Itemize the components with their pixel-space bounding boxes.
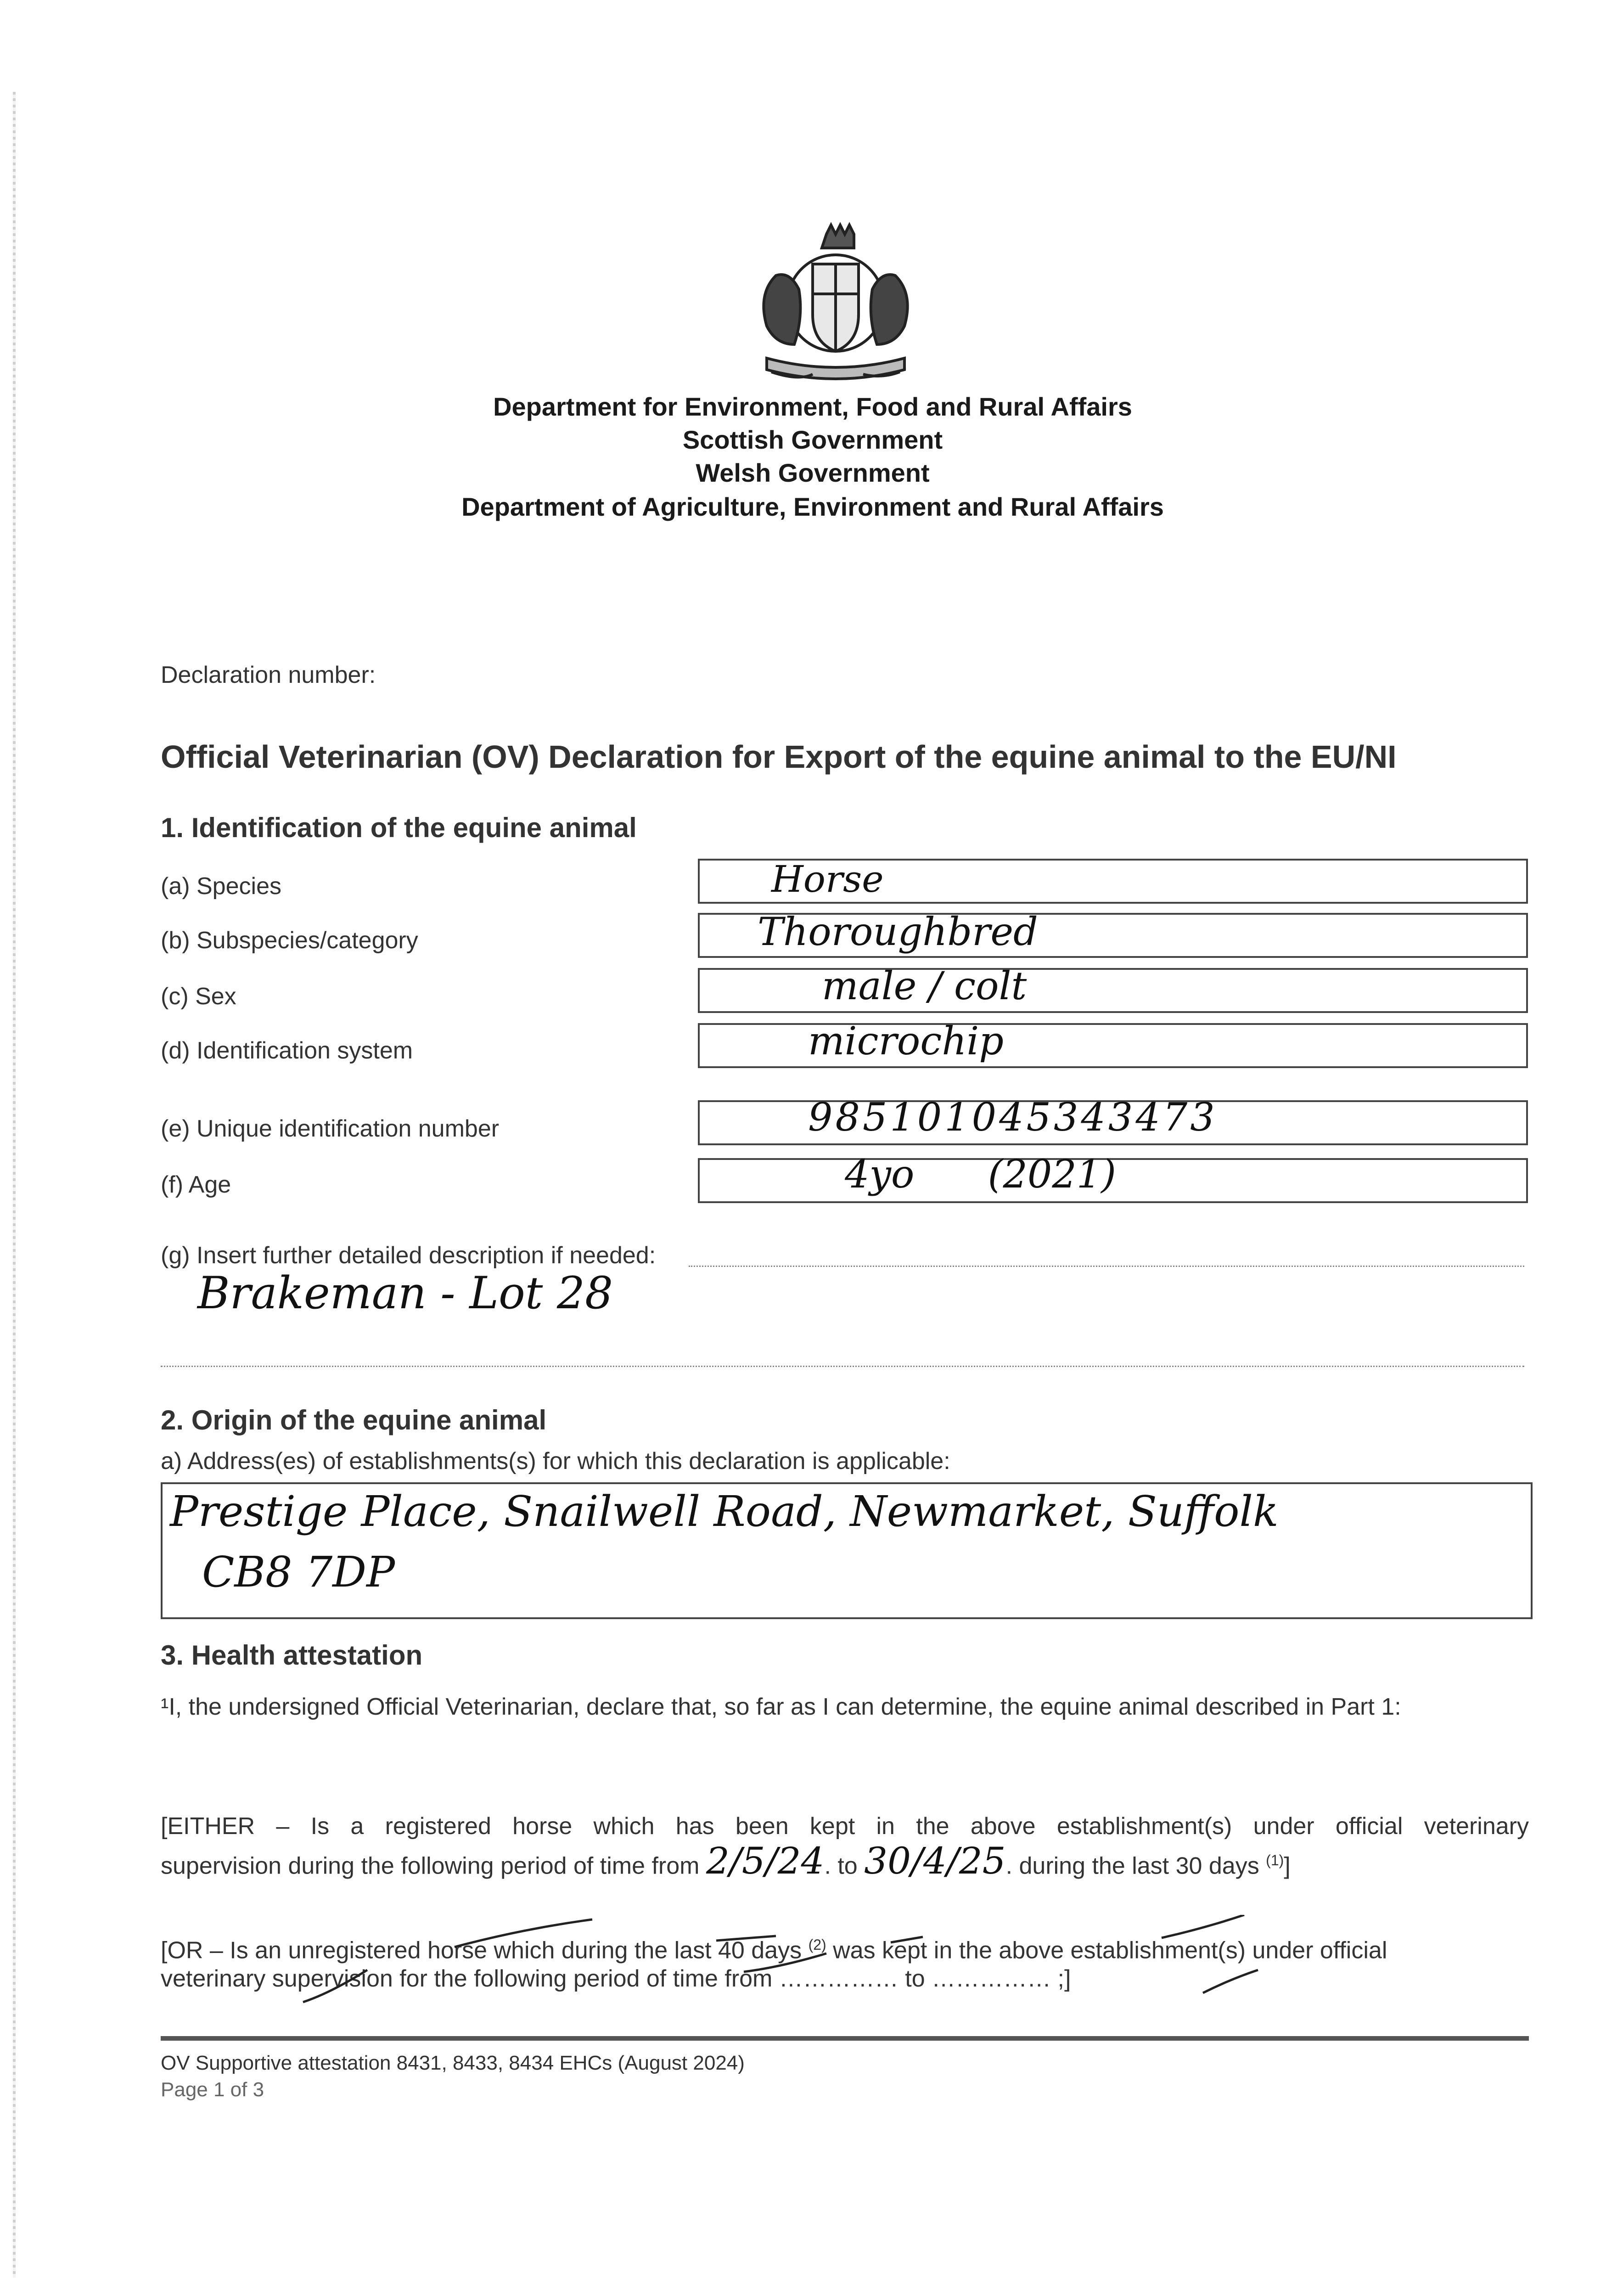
field-label-age: (f) Age bbox=[161, 1171, 231, 1198]
scan-edge bbox=[13, 92, 16, 2278]
or-line2: veterinary supervision for the following period of time from …………… to …………… ;] bbox=[161, 1965, 1071, 1992]
further-description-label: (g) Insert further detailed description if needed: bbox=[161, 1242, 656, 1269]
either-to-word: to bbox=[837, 1852, 858, 1880]
declaration-number-label: Declaration number: bbox=[161, 662, 376, 688]
footer-attestation: OV Supportive attestation 8431, 8433, 8434 EHCs (August 2024) bbox=[161, 2052, 745, 2074]
identification-system-value: microchip bbox=[808, 1019, 1004, 1064]
dept-daera: Department of Agriculture, Environment and Rural Affairs bbox=[461, 492, 1164, 521]
either-to-date: 30/4/25 bbox=[864, 1840, 1006, 1883]
either-footnote: (1) bbox=[1266, 1852, 1284, 1868]
or-text-b: was kept in the above establishment(s) under official bbox=[833, 1937, 1387, 1964]
section2-heading: 2. Origin of the equine animal bbox=[161, 1405, 547, 1435]
attestation-intro: ¹I, the undersigned Official Veterinarian, declare that, so far as I can determine, the equine animal described in Part 1: bbox=[161, 1694, 1401, 1720]
either-line1: [EITHER – Is a registered horse which has been kept in the above establishment(s) under official veterinary bbox=[161, 1813, 1529, 1840]
field-label-sex: (c) Sex bbox=[161, 983, 236, 1010]
royal-coat-of-arms-logo bbox=[735, 220, 937, 386]
footer-rule bbox=[161, 2036, 1529, 2041]
either-bracket: ] bbox=[1284, 1852, 1291, 1880]
either-from-date: 2/5/24 bbox=[706, 1840, 825, 1883]
field-label-species: (a) Species bbox=[161, 873, 281, 900]
or-clause-strike-marks bbox=[257, 1915, 1543, 2020]
dept-scottish: Scottish Government bbox=[682, 425, 943, 454]
address-line2: CB8 7DP bbox=[202, 1548, 395, 1597]
sex-value: male / colt bbox=[822, 963, 1027, 1008]
further-description-rule bbox=[689, 1266, 1524, 1267]
section3-heading: 3. Health attestation bbox=[161, 1640, 423, 1671]
age-value: 4yo (2021) bbox=[845, 1152, 1116, 1197]
either-text-a: supervision during the following period of time from bbox=[161, 1852, 700, 1880]
field-label-unique-id: (e) Unique identification number bbox=[161, 1115, 500, 1142]
species-value: Horse bbox=[771, 858, 884, 900]
field-label-subspecies: (b) Subspecies/category bbox=[161, 927, 418, 954]
or-footnote: (2) bbox=[808, 1936, 826, 1953]
dept-defra: Department for Environment, Food and Rural Affairs bbox=[493, 392, 1132, 421]
field-label-identification-system: (d) Identification system bbox=[161, 1037, 413, 1064]
dept-welsh: Welsh Government bbox=[696, 458, 930, 487]
further-description-rule-2 bbox=[161, 1366, 1524, 1367]
address-label: a) Address(es) of establishments(s) for which this declaration is applicable: bbox=[161, 1448, 950, 1474]
unique-id-value: 985101045343473 bbox=[808, 1095, 1218, 1140]
further-description-value: Brakeman - Lot 28 bbox=[197, 1267, 613, 1319]
document-title: Official Veterinarian (OV) Declaration for Export of the equine animal to the EU/NI bbox=[161, 739, 1397, 775]
either-text-b: . during the last 30 days bbox=[1005, 1852, 1259, 1880]
either-line2: supervision during the following period of time from 2/5/24. to 30/4/25. during the last 30 days $^{(1)}$] bbox=[161, 1840, 1291, 1883]
subspecies-value: Thoroughbred bbox=[758, 909, 1038, 954]
or-text-a: [OR – Is an unregistered horse which during the last 40 days bbox=[161, 1937, 802, 1964]
footer-page-number: Page 1 of 3 bbox=[161, 2078, 264, 2101]
section1-heading: 1. Identification of the equine animal bbox=[161, 812, 637, 843]
address-line1: Prestige Place, Snailwell Road, Newmarket, Suffolk bbox=[170, 1487, 1279, 1536]
